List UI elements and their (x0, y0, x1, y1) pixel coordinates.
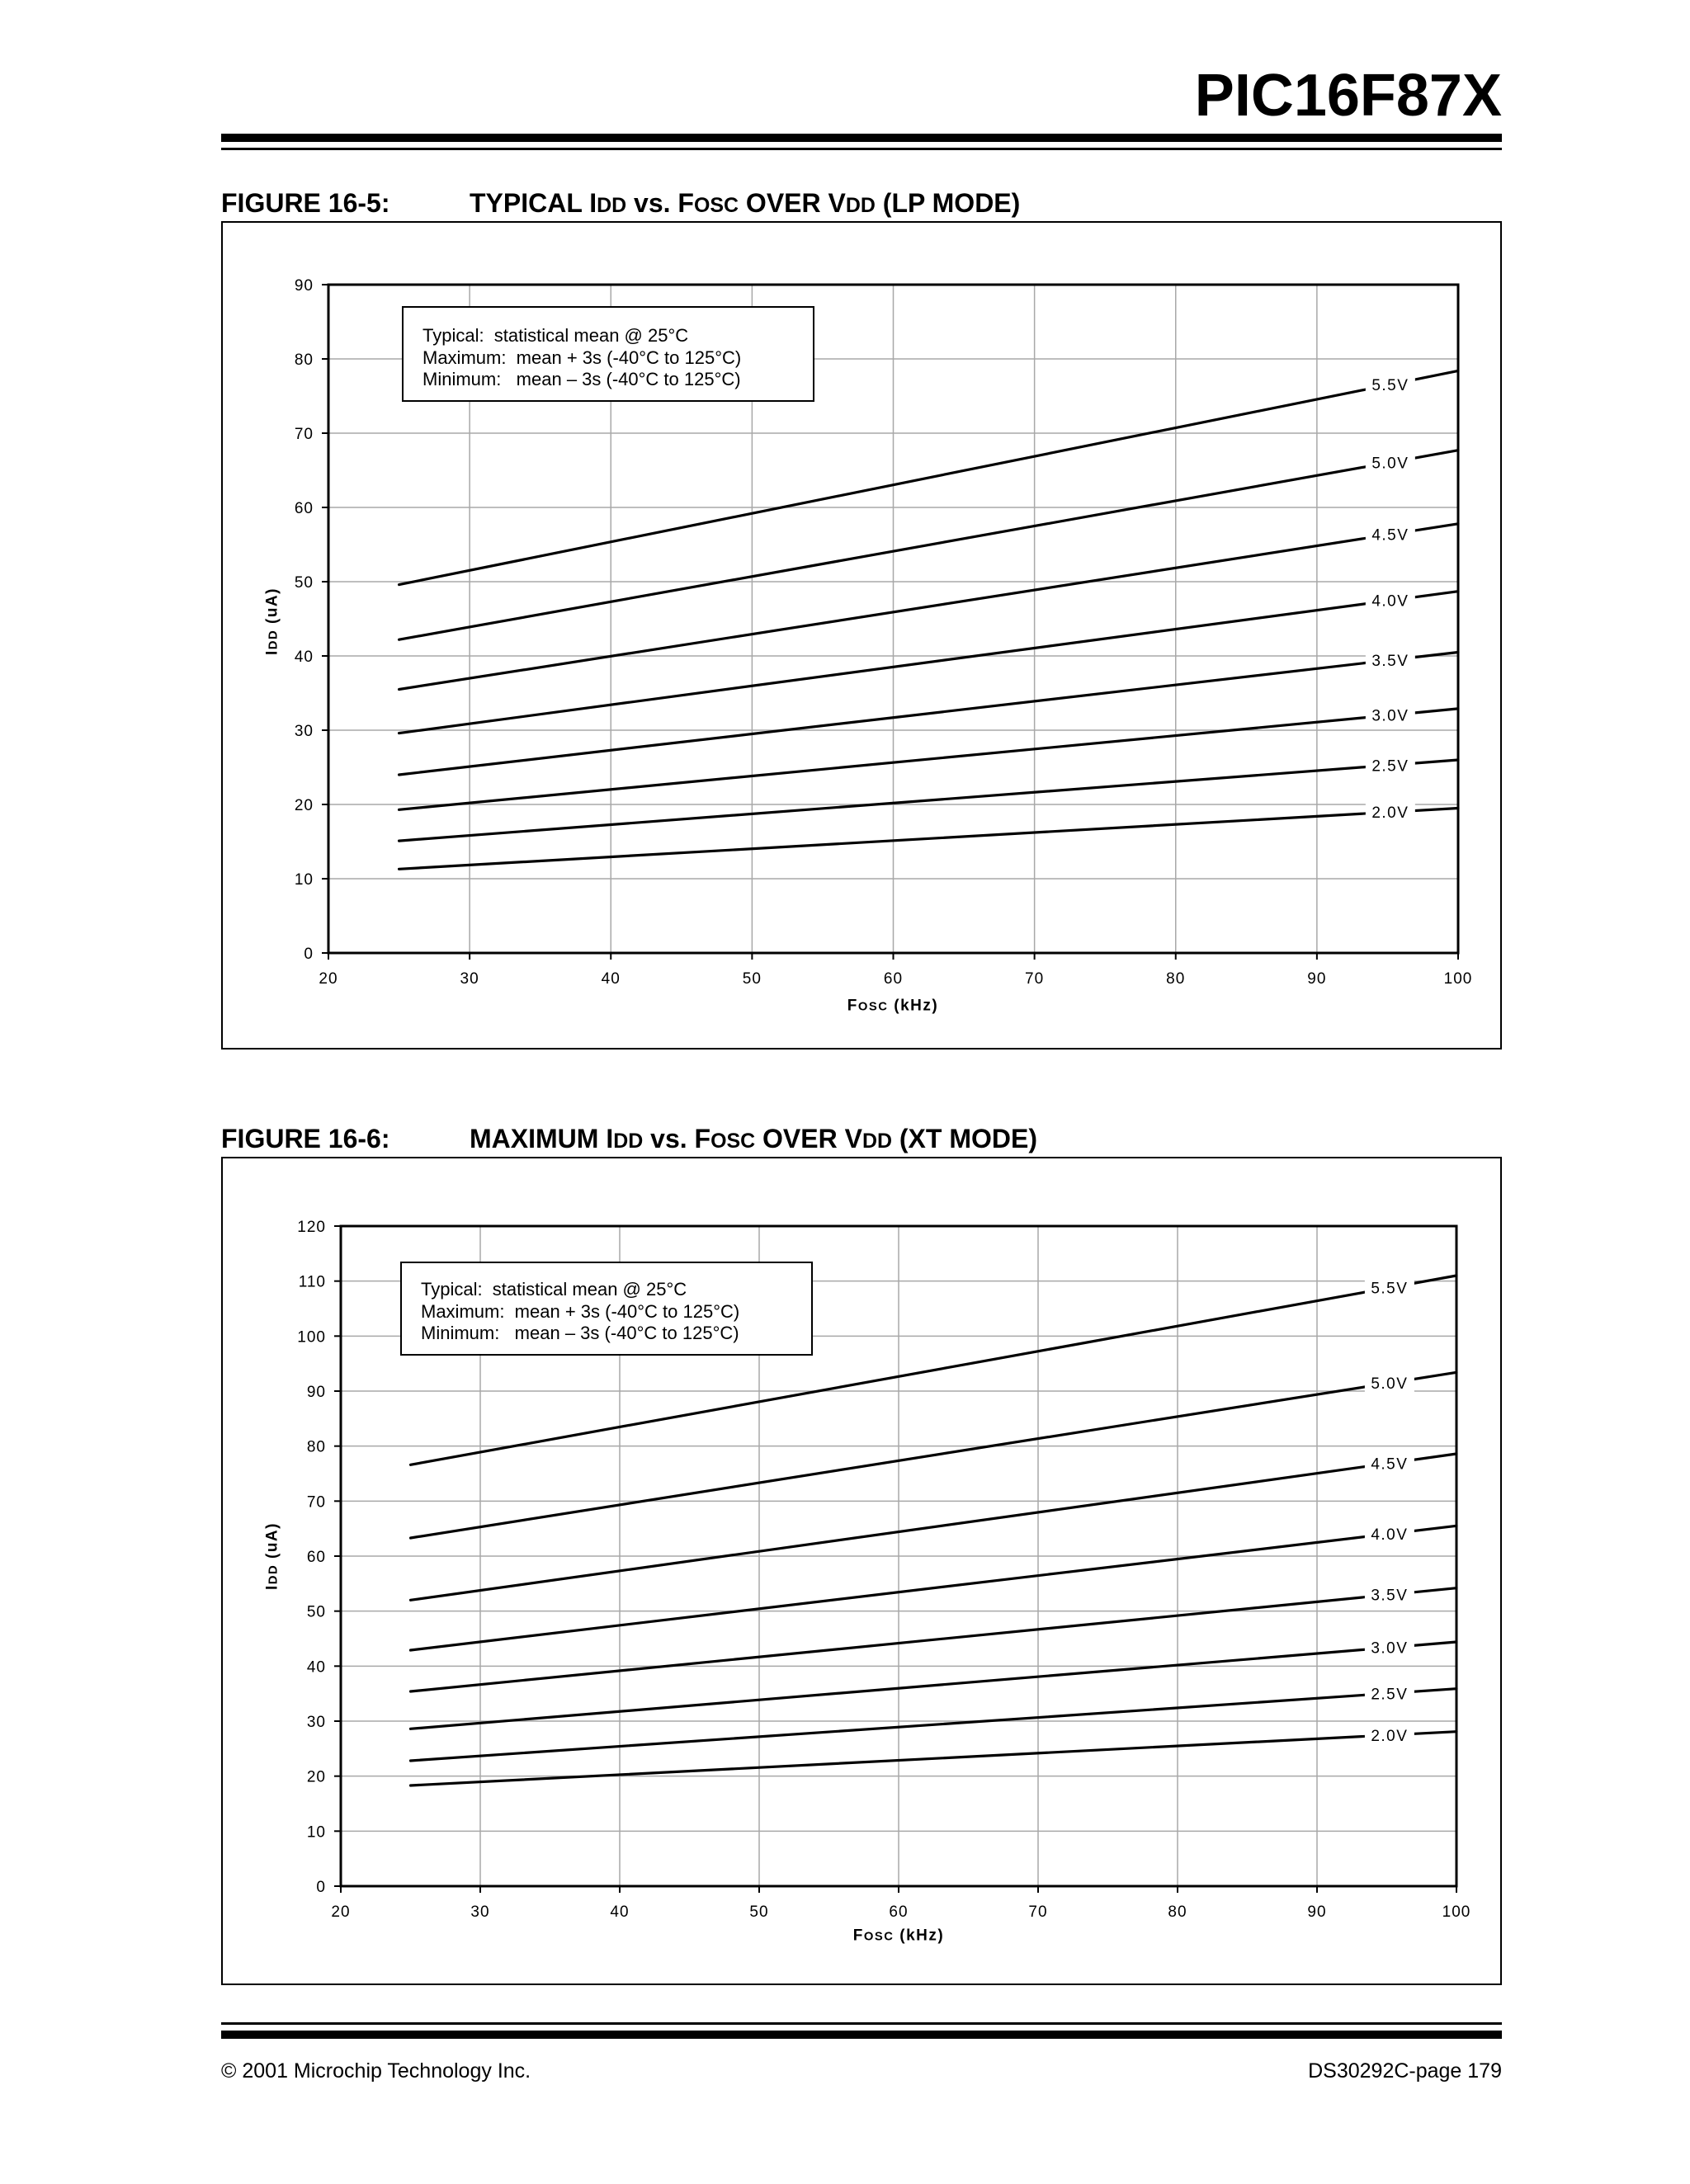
series-label-4-0v: 4.0V (1371, 1526, 1409, 1544)
y-tick-label: 70 (306, 1493, 326, 1512)
x-tick-label: 40 (610, 1903, 630, 1921)
x-tick-label: 80 (1166, 970, 1186, 988)
x-tick-label: 30 (470, 1903, 490, 1921)
series-label-group-4-5v (1366, 524, 1415, 545)
chart-panel (221, 1157, 1502, 1985)
x-axis-title: FOSC (kHz) (852, 1927, 945, 1945)
footer-rule-thin (221, 2022, 1502, 2025)
y-tick-label: 20 (294, 797, 314, 814)
series-label-group-3-5v (1366, 649, 1415, 671)
header-rule-thick (221, 134, 1502, 142)
series-label-group-2-0v (1366, 801, 1415, 823)
figure-caption (221, 188, 1502, 218)
footer-rule-thick (221, 2031, 1502, 2039)
y-tick-label: 10 (294, 871, 314, 889)
figure-caption (221, 1124, 1502, 1153)
series-label-group-5-0v (1366, 451, 1415, 473)
figure-number: FIGURE 16-5: (221, 188, 390, 218)
x-axis-title: FOSC (kHz) (847, 997, 939, 1015)
series-line-3-5v (411, 1588, 1457, 1691)
y-tick-label: 110 (298, 1273, 326, 1291)
series-label-group-4-0v (1365, 1523, 1414, 1545)
series-label-5-5v: 5.5V (1371, 1280, 1409, 1298)
y-tick-label: 30 (294, 723, 314, 740)
series-line-4-5v (411, 1454, 1457, 1600)
chart-annotation-box (400, 1262, 813, 1356)
page-header-title: PIC16F87X (1194, 63, 1502, 129)
x-tick-label: 60 (889, 1903, 909, 1921)
y-tick-label: 40 (294, 649, 314, 666)
series-label-3-5v: 3.5V (1371, 1587, 1409, 1605)
series-label-group-3-0v (1365, 1637, 1414, 1658)
series-label-5-0v: 5.0V (1371, 1375, 1409, 1394)
series-label-2-5v: 2.5V (1371, 1686, 1409, 1704)
y-tick-label: 80 (306, 1438, 326, 1456)
y-tick-label: 60 (306, 1549, 326, 1566)
series-line-2-0v (411, 1732, 1457, 1785)
y-tick-label: 0 (316, 1879, 326, 1896)
series-label-group-2-0v (1365, 1724, 1414, 1746)
annotation-line: Maximum: mean + 3s (-40°C to 125°C) (421, 1300, 740, 1322)
series-line-4-5v (399, 524, 1458, 690)
series-label-2-5v: 2.5V (1371, 757, 1409, 776)
annotation-line: Typical: statistical mean @ 25°C (421, 1279, 687, 1300)
series-label-4-5v: 4.5V (1371, 526, 1409, 545)
series-line-3-0v (399, 709, 1458, 809)
series-label-3-0v: 3.0V (1371, 707, 1409, 725)
x-tick-label: 90 (1307, 1903, 1327, 1921)
y-tick-label: 60 (294, 500, 314, 517)
y-tick-label: 80 (294, 351, 314, 369)
x-tick-label: 60 (883, 970, 904, 988)
x-tick-label: 80 (1168, 1903, 1187, 1921)
series-label-3-5v: 3.5V (1371, 653, 1409, 671)
series-label-group-5-5v (1365, 1277, 1414, 1299)
y-tick-label: 0 (304, 946, 314, 963)
x-tick-label: 50 (749, 1903, 769, 1921)
x-tick-label: 40 (601, 970, 621, 988)
y-tick-label: 90 (294, 277, 314, 295)
x-tick-label: 90 (1307, 970, 1327, 988)
series-label-4-5v: 4.5V (1371, 1455, 1409, 1474)
x-tick-label: 50 (742, 970, 762, 988)
x-tick-label: 100 (1443, 970, 1473, 988)
series-line-3-0v (411, 1639, 1457, 1729)
y-tick-label: 120 (297, 1219, 326, 1236)
series-line-3-5v (399, 653, 1458, 776)
series-label-group-3-0v (1366, 705, 1415, 726)
footer-page-number: DS30292C-page 179 (1308, 2059, 1502, 2083)
x-tick-label: 20 (319, 970, 338, 988)
y-tick-label: 20 (306, 1768, 326, 1786)
footer-copyright: © 2001 Microchip Technology Inc. (221, 2059, 531, 2083)
series-label-2-0v: 2.0V (1371, 804, 1409, 823)
y-axis-title: IDD (uA) (263, 1522, 281, 1590)
series-label-5-0v: 5.0V (1371, 455, 1409, 473)
series-label-group-5-5v (1366, 374, 1415, 395)
y-tick-label: 40 (306, 1658, 326, 1677)
chart-annotation-box (402, 306, 814, 402)
x-tick-label: 20 (331, 1903, 351, 1921)
y-tick-label: 30 (306, 1714, 326, 1731)
y-axis-title: IDD (uA) (263, 587, 281, 655)
series-label-2-0v: 2.0V (1371, 1727, 1409, 1745)
y-tick-label: 70 (294, 426, 314, 443)
figure-title: TYPICAL IDD vs. FOSC OVER VDD (LP MODE) (470, 188, 1021, 218)
series-label-group-4-0v (1366, 590, 1415, 611)
series-label-group-2-5v (1366, 754, 1415, 776)
y-tick-label: 50 (294, 574, 314, 592)
series-line-4-0v (399, 592, 1458, 734)
annotation-line: Minimum: mean – 3s (-40°C to 125°C) (422, 369, 741, 389)
annotation-line: Typical: statistical mean @ 25°C (422, 325, 689, 346)
series-label-4-0v: 4.0V (1371, 592, 1409, 611)
annotation-line: Minimum: mean – 3s (-40°C to 125°C) (421, 1323, 739, 1343)
figure-title: MAXIMUM IDD vs. FOSC OVER VDD (XT MODE) (470, 1124, 1037, 1153)
x-tick-label: 70 (1025, 970, 1045, 988)
x-tick-label: 70 (1028, 1903, 1048, 1921)
series-label-group-3-5v (1365, 1584, 1414, 1606)
y-tick-label: 10 (306, 1823, 326, 1842)
series-line-2-5v (399, 760, 1458, 841)
figure-number: FIGURE 16-6: (221, 1124, 390, 1153)
series-line-5-0v (411, 1372, 1457, 1538)
series-label-group-4-5v (1365, 1452, 1414, 1474)
series-line-2-5v (411, 1689, 1457, 1761)
series-label-group-2-5v (1365, 1682, 1414, 1704)
series-label-3-0v: 3.0V (1371, 1639, 1409, 1658)
annotation-line: Maximum: mean + 3s (-40°C to 125°C) (422, 347, 742, 368)
x-tick-label: 30 (460, 970, 479, 988)
series-line-2-0v (399, 809, 1458, 870)
y-tick-label: 100 (297, 1328, 326, 1347)
series-label-group-5-0v (1365, 1372, 1414, 1394)
x-tick-label: 100 (1442, 1903, 1471, 1921)
series-line-4-0v (411, 1526, 1457, 1650)
y-tick-label: 90 (306, 1384, 326, 1401)
y-tick-label: 50 (306, 1603, 326, 1621)
series-label-5-5v: 5.5V (1371, 376, 1409, 394)
header-rule-thin (221, 148, 1502, 150)
chart-panel (221, 221, 1502, 1050)
